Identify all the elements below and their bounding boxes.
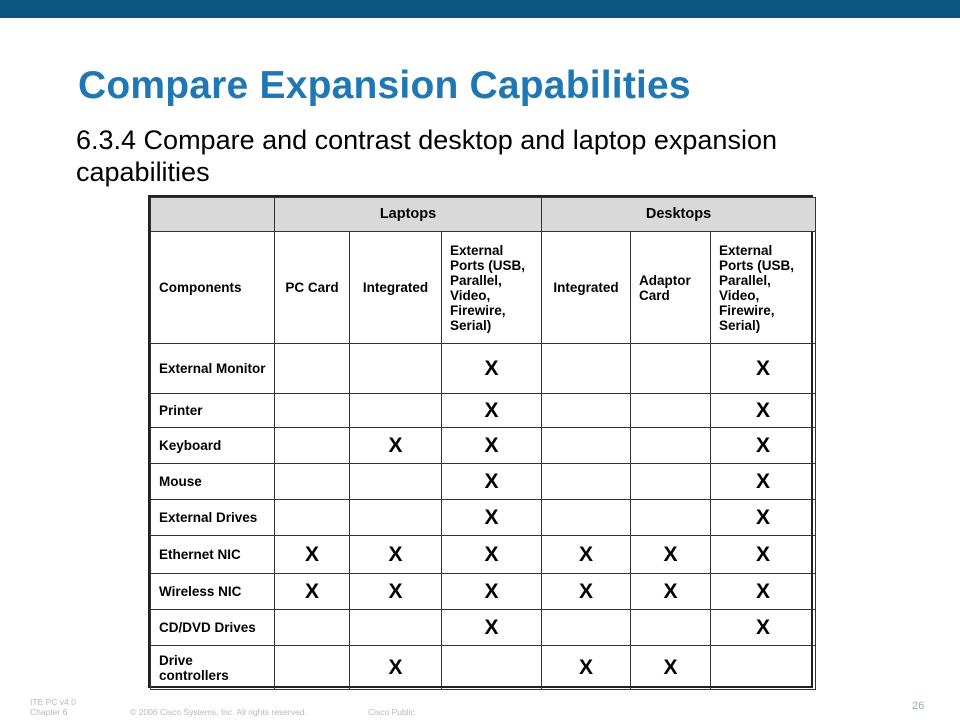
comparison-table [148,195,813,688]
mark-cell [631,464,711,500]
component-cell: Ethernet NIC [151,536,275,574]
table-row [151,646,816,690]
mark-cell [542,394,631,428]
mark-cell [275,428,350,464]
slide-subtitle: 6.3.4 Compare and contrast desktop and laptop expansion capabilities [76,125,777,187]
mark-cell: X [350,646,442,690]
header-pc-card: PC Card [275,232,350,344]
mark-cell [350,394,442,428]
mark-cell: X [442,610,542,646]
mark-cell [350,464,442,500]
top-bar [0,0,960,18]
mark-cell [275,464,350,500]
mark-cell: X [542,574,631,610]
mark-cell [711,646,816,690]
header-components: Components [151,232,275,344]
mark-cell [275,500,350,536]
mark-cell: X [711,428,816,464]
table-row [151,574,816,610]
mark-cell [275,344,350,394]
mark-cell [542,428,631,464]
mark-cell [631,610,711,646]
mark-cell: X [711,574,816,610]
footer-course-info [30,697,76,717]
component-cell: Keyboard [151,428,275,464]
mark-cell: X [631,646,711,690]
mark-cell [542,464,631,500]
mark-cell: X [711,344,816,394]
footer-course: ITE PC v4.0 [30,697,76,707]
group-header-blank [151,198,275,232]
mark-cell: X [711,500,816,536]
mark-cell [350,500,442,536]
table-row [151,428,816,464]
page-number: 26 [912,700,925,712]
group-header-row [151,198,816,232]
component-cell: External Monitor [151,344,275,394]
mark-cell [275,610,350,646]
mark-cell: X [275,574,350,610]
mark-cell [631,428,711,464]
mark-cell: X [631,536,711,574]
footer-chapter: Chapter 6 [30,707,68,717]
group-laptops: Laptops [275,198,542,232]
component-cell: CD/DVD Drives [151,610,275,646]
footer-copyright: © 2006 Cisco Systems, Inc. All rights reserved. [130,707,307,717]
footer-classification: Cisco Public [368,707,415,717]
group-desktops: Desktops [542,198,816,232]
mark-cell: X [711,394,816,428]
component-cell: Printer [151,394,275,428]
mark-cell: X [442,464,542,500]
mark-cell: X [442,344,542,394]
mark-cell [350,610,442,646]
mark-cell: X [442,574,542,610]
mark-cell [631,500,711,536]
mark-cell: X [442,428,542,464]
header-adaptor-card: Adaptor Card [631,232,711,344]
slide-title: Compare Expansion Capabilities [78,64,691,107]
header-desktop-integrated: Integrated [542,232,631,344]
mark-cell [275,646,350,690]
mark-cell: X [631,574,711,610]
component-cell: Drive controllers [151,646,275,690]
mark-cell: X [350,574,442,610]
component-cell: External Drives [151,500,275,536]
component-cell: Wireless NIC [151,574,275,610]
mark-cell [631,394,711,428]
table-row [151,464,816,500]
mark-cell: X [350,536,442,574]
mark-cell [275,394,350,428]
mark-cell: X [542,646,631,690]
mark-cell: X [275,536,350,574]
mark-cell: X [442,500,542,536]
mark-cell [542,344,631,394]
mark-cell: X [711,464,816,500]
table-row [151,500,816,536]
component-cell: Mouse [151,464,275,500]
mark-cell [542,500,631,536]
mark-cell: X [442,536,542,574]
table-row [151,536,816,574]
mark-cell: X [350,428,442,464]
column-header-row [151,232,816,344]
mark-cell [350,344,442,394]
mark-cell: X [711,536,816,574]
mark-cell: X [711,610,816,646]
mark-cell [442,646,542,690]
mark-cell: X [442,394,542,428]
header-laptop-integrated: Integrated [350,232,442,344]
mark-cell: X [542,536,631,574]
table-row [151,610,816,646]
mark-cell [631,344,711,394]
mark-cell [542,610,631,646]
table-row [151,344,816,394]
header-laptop-external-ports: External Ports (USB, Parallel, Video, Firewire, Serial) [442,232,542,344]
header-desktop-external-ports: External Ports (USB, Parallel, Video, Firewire, Serial) [711,232,816,344]
table-row [151,394,816,428]
